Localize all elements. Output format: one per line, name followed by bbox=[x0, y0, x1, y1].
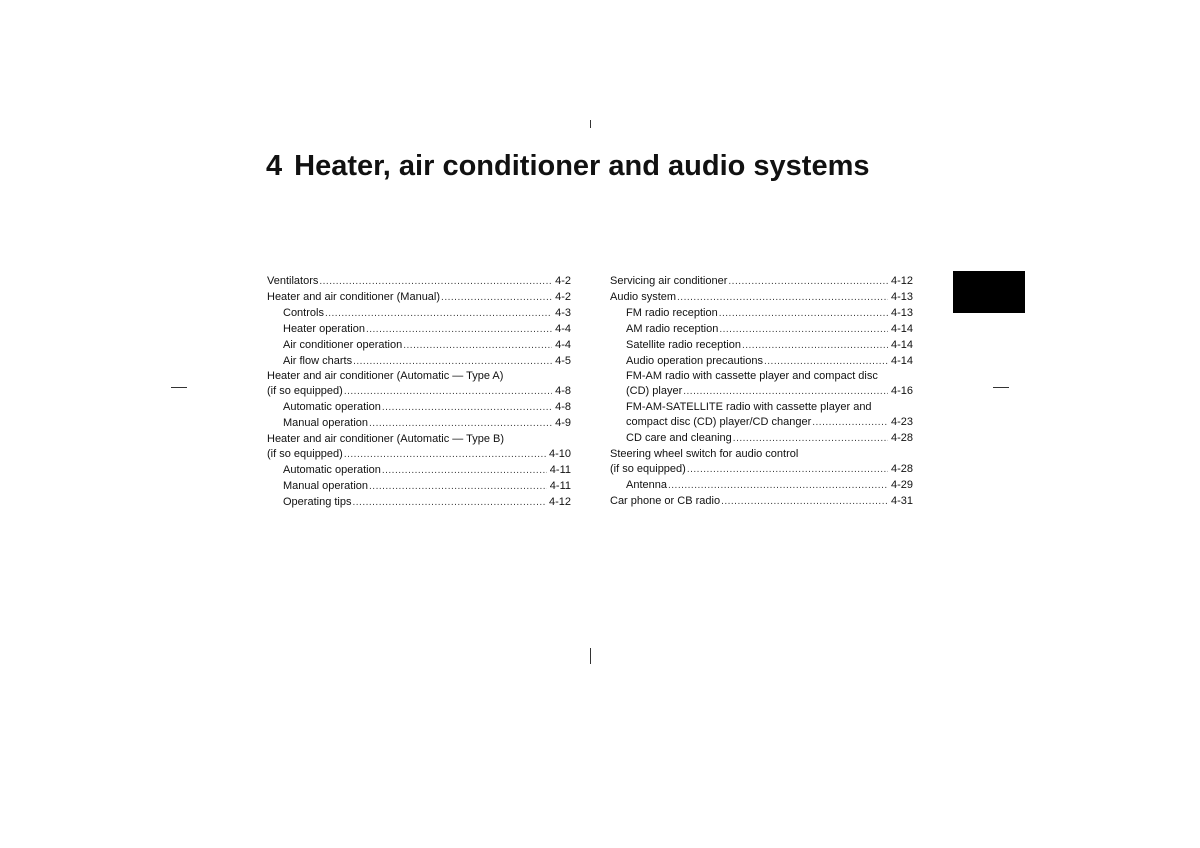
toc-entry-label: Audio system bbox=[610, 290, 677, 303]
toc-entry-page: 4-11 bbox=[549, 479, 571, 492]
toc-leader-dots bbox=[352, 496, 545, 511]
toc-entry-air-conditioner-operation[interactable] bbox=[267, 338, 571, 354]
toc-leader-dots bbox=[764, 355, 888, 370]
toc-entry-page: 4-4 bbox=[555, 338, 571, 351]
toc-entry-label: Heater operation bbox=[283, 322, 365, 335]
toc-entry-servicing-air-conditioner[interactable] bbox=[610, 274, 913, 290]
toc-entry-page: 4-3 bbox=[555, 306, 571, 319]
toc-left-column bbox=[267, 274, 571, 511]
toc-leader-dots bbox=[369, 480, 547, 495]
toc-leader-dots bbox=[719, 323, 888, 338]
toc-entry-heater-and-air-conditioner-manual[interactable] bbox=[267, 290, 571, 306]
toc-leader-dots bbox=[721, 495, 888, 510]
toc-leader-dots bbox=[668, 479, 888, 494]
crop-mark-top bbox=[590, 120, 591, 128]
toc-entry-heater-operation[interactable] bbox=[267, 322, 571, 338]
toc-entry-manual-operation[interactable] bbox=[267, 416, 571, 432]
toc-entry-manual-operation[interactable] bbox=[267, 479, 571, 495]
toc-entry-label: (if so equipped) bbox=[267, 447, 343, 460]
toc-entry-page: 4-10 bbox=[548, 447, 571, 460]
toc-entry-page: 4-2 bbox=[555, 275, 571, 287]
toc-leader-dots bbox=[733, 432, 888, 447]
toc-entry-label: FM-AM-SATELLITE radio with cassette player and bbox=[626, 401, 872, 414]
toc-leader-dots bbox=[403, 339, 552, 354]
toc-entry-page: 4-31 bbox=[890, 494, 913, 507]
toc-leader-dots bbox=[719, 307, 888, 322]
toc-entry-label: Controls bbox=[283, 306, 324, 319]
toc-entry-label: Manual operation bbox=[283, 479, 369, 492]
crop-mark-bottom bbox=[590, 648, 591, 664]
toc-leader-dots bbox=[369, 417, 552, 432]
toc-leader-dots bbox=[677, 291, 888, 306]
chapter-number: 4 bbox=[266, 150, 283, 182]
toc-entry-label: Heater and air conditioner (Automatic — Type A) bbox=[267, 370, 504, 383]
toc-entry-page: 4-14 bbox=[890, 338, 913, 351]
toc-entry-if-so-equipped[interactable] bbox=[610, 462, 913, 478]
toc-entry-label: Antenna bbox=[626, 478, 667, 491]
toc-entry-page: 4-23 bbox=[890, 416, 913, 429]
toc-leader-dots bbox=[344, 385, 552, 400]
toc-entry-compact-disc-cd-player-cd-changer[interactable] bbox=[610, 415, 913, 431]
toc-entry-page: 4-8 bbox=[555, 385, 571, 398]
toc-leader-dots bbox=[344, 448, 546, 463]
toc-leader-dots bbox=[382, 464, 547, 479]
crop-mark-right bbox=[993, 387, 1009, 388]
toc-right-column bbox=[610, 274, 913, 510]
toc-entry-page: 4-13 bbox=[890, 306, 913, 319]
toc-entry-audio-system[interactable] bbox=[610, 290, 913, 306]
toc-entry-page: 4-12 bbox=[890, 275, 913, 287]
toc-entry-heater-and-air-conditioner-automatic-type-a[interactable] bbox=[267, 369, 571, 384]
toc-entry-page: 4-9 bbox=[555, 417, 571, 430]
toc-entry-label: (if so equipped) bbox=[610, 462, 686, 475]
toc-entry-label: CD care and cleaning bbox=[626, 432, 732, 445]
toc-entry-page: 4-11 bbox=[549, 463, 571, 476]
toc-entry-page: 4-16 bbox=[890, 385, 913, 398]
toc-entry-ventilators[interactable] bbox=[267, 274, 571, 290]
toc-entry-steering-wheel-switch-for-audio-control[interactable] bbox=[610, 447, 913, 462]
toc-entry-label: Heater and air conditioner (Automatic — Type B) bbox=[267, 433, 505, 446]
toc-entry-page: 4-12 bbox=[548, 495, 571, 508]
toc-entry-label: AM radio reception bbox=[626, 322, 719, 335]
toc-entry-label: Audio operation precautions bbox=[626, 354, 763, 367]
toc-entry-page: 4-14 bbox=[890, 354, 913, 367]
toc-entry-cd-care-and-cleaning[interactable] bbox=[610, 431, 913, 447]
toc-entry-fm-am-satellite-radio-with-cassette-player-and[interactable] bbox=[610, 400, 913, 415]
toc-leader-dots bbox=[812, 416, 888, 431]
toc-entry-label: (if so equipped) bbox=[267, 385, 343, 398]
toc-leader-dots bbox=[319, 275, 552, 290]
toc-entry-label: Car phone or CB radio bbox=[610, 494, 721, 507]
toc-entry-page: 4-28 bbox=[890, 462, 913, 475]
toc-entry-label: Air conditioner operation bbox=[283, 338, 403, 351]
crop-mark-left bbox=[171, 387, 187, 388]
toc-entry-label: compact disc (CD) player/CD changer bbox=[626, 416, 812, 429]
toc-leader-dots bbox=[728, 275, 888, 290]
toc-entry-automatic-operation[interactable] bbox=[267, 463, 571, 479]
toc-entry-operating-tips[interactable] bbox=[267, 495, 571, 511]
toc-entry-page: 4-4 bbox=[555, 322, 571, 335]
toc-entry-page: 4-5 bbox=[555, 354, 571, 367]
toc-entry-label: Automatic operation bbox=[283, 463, 381, 476]
toc-entry-air-flow-charts[interactable] bbox=[267, 354, 571, 370]
toc-entry-page: 4-8 bbox=[555, 401, 571, 414]
toc-leader-dots bbox=[325, 307, 552, 322]
toc-entry-label: (CD) player bbox=[626, 385, 683, 398]
toc-entry-label: Steering wheel switch for audio control bbox=[610, 447, 799, 460]
toc-entry-label: Heater and air conditioner (Manual) bbox=[267, 290, 441, 303]
chapter-title-text: Heater, air conditioner and audio systems bbox=[294, 150, 870, 182]
toc-entry-page: 4-14 bbox=[890, 322, 913, 335]
toc-entry-page: 4-2 bbox=[555, 290, 571, 303]
toc-entry-if-so-equipped[interactable] bbox=[267, 384, 571, 400]
toc-entry-antenna[interactable] bbox=[610, 478, 913, 494]
toc-entry-fm-radio-reception[interactable] bbox=[610, 306, 913, 322]
toc-entry-car-phone-or-cb-radio[interactable] bbox=[610, 494, 913, 510]
toc-leader-dots bbox=[366, 323, 552, 338]
toc-entry-am-radio-reception[interactable] bbox=[610, 322, 913, 338]
toc-entry-page: 4-28 bbox=[890, 432, 913, 445]
toc-entry-label: FM radio reception bbox=[626, 306, 718, 319]
toc-entry-page: 4-29 bbox=[890, 478, 913, 491]
toc-entry-label: Satellite radio reception bbox=[626, 338, 741, 351]
toc-entry-page: 4-13 bbox=[890, 290, 913, 303]
toc-leader-dots bbox=[683, 385, 888, 400]
toc-entry-audio-operation-precautions[interactable] bbox=[610, 354, 913, 370]
toc-entry-satellite-radio-reception[interactable] bbox=[610, 338, 913, 354]
toc-leader-dots bbox=[382, 401, 552, 416]
toc-entry-automatic-operation[interactable] bbox=[267, 400, 571, 416]
chapter-title bbox=[266, 146, 869, 186]
toc-entry-label: Manual operation bbox=[283, 417, 369, 430]
chapter-tab-marker bbox=[953, 271, 1025, 313]
toc-entry-controls[interactable] bbox=[267, 306, 571, 322]
toc-entry-cd-player[interactable] bbox=[610, 384, 913, 400]
toc-leader-dots bbox=[742, 339, 888, 354]
toc-leader-dots bbox=[687, 463, 888, 478]
toc-entry-heater-and-air-conditioner-automatic-type-b[interactable] bbox=[267, 432, 571, 447]
toc-entry-if-so-equipped[interactable] bbox=[267, 447, 571, 463]
toc-entry-fm-am-radio-with-cassette-player-and-compact-disc[interactable] bbox=[610, 369, 913, 384]
toc-leader-dots bbox=[441, 291, 552, 306]
toc-entry-label: FM-AM radio with cassette player and compact disc bbox=[626, 370, 878, 383]
toc-entry-label: Ventilators bbox=[267, 275, 319, 287]
toc-entry-label: Servicing air conditioner bbox=[610, 275, 728, 287]
toc-leader-dots bbox=[353, 355, 552, 370]
toc-entry-label: Air flow charts bbox=[283, 354, 353, 367]
toc-entry-label: Automatic operation bbox=[283, 401, 381, 414]
toc-entry-label: Operating tips bbox=[283, 495, 352, 508]
